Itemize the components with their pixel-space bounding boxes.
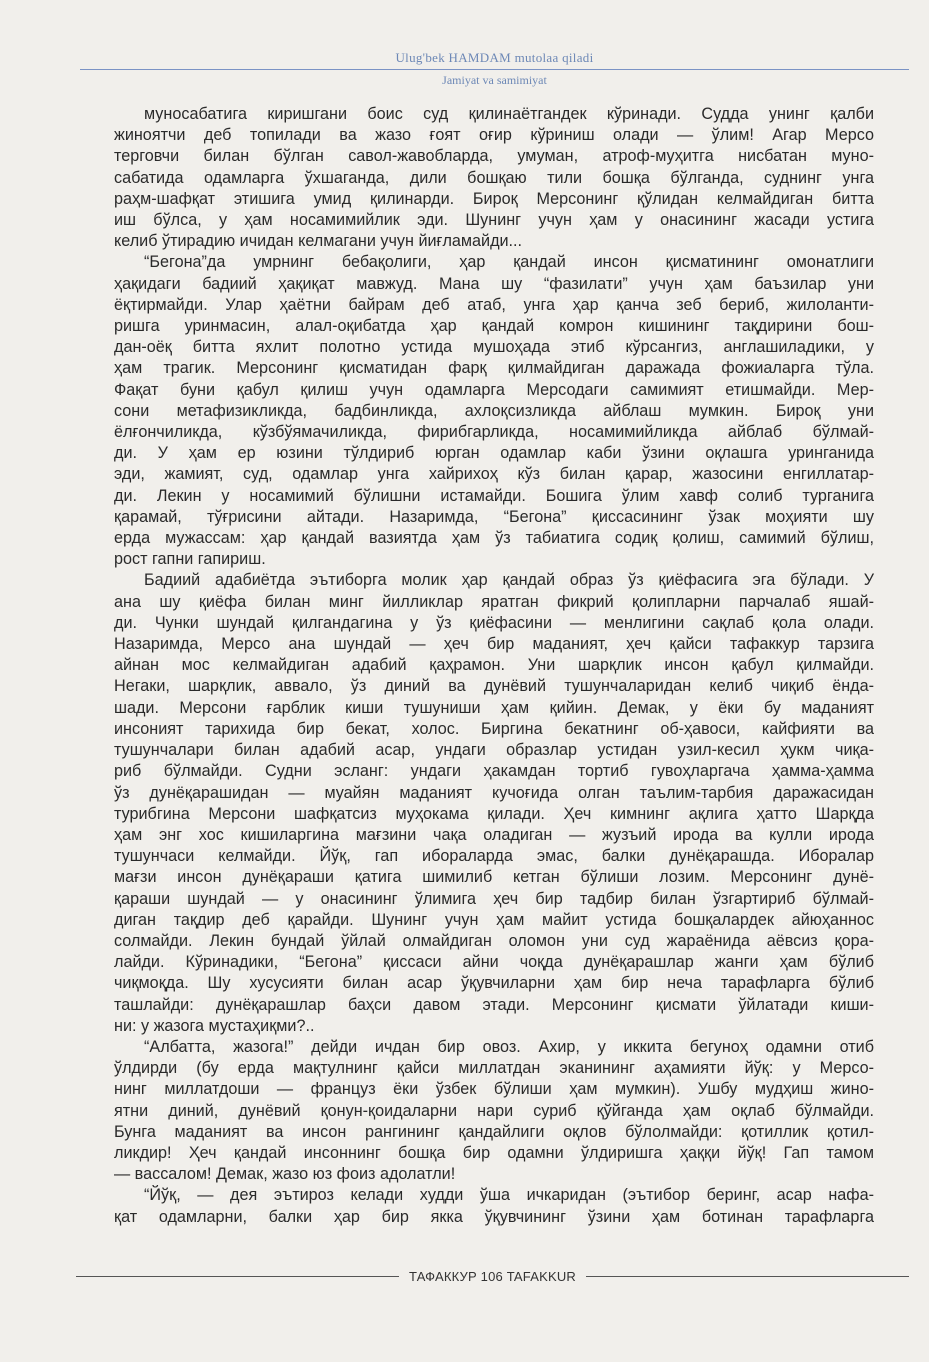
text-line: ҳам энг хос кишиларгина мағзини чақа оладиган — жузъий ирода ва кулли ирода [114, 825, 874, 844]
text-line: ўлдирди (бу ерда мақтулнинг қайси миллатдан эканининг аҳамияти йўқ: у Мерсо- [114, 1059, 874, 1078]
text-line: ришга уринмасин, алал-оқибатда ҳар қандай комрон кишининг тақдирини бош- [114, 317, 874, 336]
paragraph [114, 1185, 874, 1227]
text-line: риб бўлмайди. Судни эсланг: ундаги ҳакамдан тортиб гувоҳларгача ҳамма-ҳамма [114, 762, 874, 781]
text-line: келиб ўтирадию ичидан келмагани учун йиғламайди... [114, 232, 523, 251]
text-line: турибгина Мерсони шафқатсиз муҳокама қилади. Ҳеч кимнинг ақлига ҳатто Шарқда [114, 804, 874, 823]
text-line: ҳақидаги бадиий ҳақиқат мавжуд. Мана шу “фазилати” учун ҳам баъзилар уни [114, 274, 874, 293]
text-line: ликдир! Ҳеч қандай инсоннинг бошқа бир одамни ўлдиришга ҳаққи йўқ! Гап тамом [114, 1143, 874, 1162]
paragraph [114, 1037, 874, 1185]
text-line: чиқмоқда. Шу хусусияти билан асар ўқувчиларни ҳам бир неча тарафларга бўлиб [114, 974, 874, 993]
paragraph [114, 104, 874, 252]
text-line: рост гапни гапириш. [114, 550, 266, 569]
text-line: тушунчалари билан адабий асар, ундаги образлар устидан узил-кесил ҳукм чиқа- [114, 741, 874, 760]
footer-rule-right [586, 1276, 909, 1277]
text-line: “Бегона”да умрнинг бебақолиги, ҳар қандай инсон қисматининг омонатлиги [144, 253, 874, 272]
text-line: терговчи билан бўлган савол-жавобларда, умуман, атроф-муҳитга нисбатан муно- [114, 147, 874, 166]
text-line: сони метафизикликда, бадбинликда, ахлоқсизликда айблаш мумкин. Бироқ уни [114, 401, 874, 420]
text-line: Назаримда, Мерсо ана шундай — ҳеч бир маданият, ҳеч қайси тафаккур тарзига [114, 635, 874, 654]
text-line: раҳм-шафқат этишига умид қилинарди. Бироқ Мерсонинг қўлидан келмайдиган битта [114, 189, 874, 208]
text-line: тушунчаси келмайди. Йўқ, гап ибораларда эмас, балки дунёқарашда. Иборалар [114, 847, 874, 866]
text-line: шади. Мерсони ғарблик киши тушуниши ҳам қийин. Демак, у ёки бу маданият [114, 698, 874, 717]
paragraph [114, 252, 874, 570]
text-line: ёқтирмайди. Улар ҳаётни байрам деб атаб, унга ҳар қанча зеб бериб, жилоланти- [114, 295, 874, 314]
text-line: ҳам трагик. Мерсонинг қисматидан фарқ қилмайдиган даражада фожиаларга тўла. [114, 359, 874, 378]
text-line: лайди. Кўринадики, “Бегона” қиссаси айни чоқда дунёқарашлар жанги ҳам бўлиб [114, 953, 874, 972]
text-line: нинг миллатдоши — француз ёки ўзбек бўлиши ҳам мумкин). Ушбу мудҳиш жино- [114, 1080, 874, 1099]
text-line: “Йўқ, — дея эътироз келади худди ўша ичкаридан (эътибор беринг, асар нафа- [144, 1186, 874, 1205]
text-line: сабатида одамларга ўхшаганда, дили бошқаю тили бошқа бўлганда, суднинг унга [114, 168, 874, 187]
text-line: айнан мос келмайдиган адабий қаҳрамон. Уни шарқлик инсон қабул қилмайди. [114, 656, 874, 675]
running-head-section: Jamiyat va samimiyat [442, 73, 547, 87]
text-line: қат одамларни, балки ҳар бир якка ўқувчининг ўзини ҳам ботинан тарафларга [114, 1207, 874, 1226]
text-line: ўз дунёқарашидан — муайян маданият кучоғида олган таълим-тарбия даражасидан [114, 783, 874, 802]
article-body [114, 104, 874, 1228]
text-line: муносабатига киришгани боис суд қилинаётгандек кўринади. Судда унинг қалби [144, 105, 874, 123]
text-line: Фақат буни қабул қилиш учун одамларга Мерсодаги самимият етишмайди. Мер- [114, 380, 874, 399]
text-line: ди. Лекин у носамимий бўлишни истамайди. Бошига ўлим хавф солиб турганига [114, 486, 874, 505]
running-head [80, 50, 909, 88]
text-line: иш бўлса, у ҳам носамимийлик эди. Шунинг учун ҳам у онасининг жасади устига [114, 211, 874, 230]
text-line: ни: у жазога мустаҳиқми?.. [114, 1016, 315, 1035]
text-line: ерда мужассам: ҳар қандай вазиятда ҳам ўз табиатига содиқ қолиш, самимий бўлиш, [114, 529, 874, 548]
text-line: солмайди. Лекин бундай ўйлай олмайдиган оломон уни суд жараёнида аёвсиз қора- [114, 931, 874, 950]
text-line: Негаки, шарқлик, аввало, ўз диний ва дунёвий тушунчаларидан келиб чиқиб ёнда- [114, 677, 874, 696]
footer-rule-left [76, 1276, 399, 1277]
text-line: ташлайди: дунёқарашлар баҳси давом этади. Мерсонинг қисмати ўйлатади киши- [114, 995, 874, 1014]
text-line: ятни диний, дунёвий қонун-қоидаларни нари суриб қўйганда ҳам оқлаб бўлмайди. [114, 1101, 874, 1120]
text-line: жиноятчи деб топилади ва жазо ғоят оғир кўриниш олади — ўлим! Агар Мерсо [114, 126, 874, 145]
header-rule [80, 69, 909, 70]
text-line: ёлғончиликда, кўзбўямачиликда, фирибгарликда, носамимийликда айблаб бўлмай- [114, 423, 874, 442]
running-head-author: Ulug'bek HAMDAM mutolaa qiladi [395, 50, 594, 65]
text-line: ди. У ҳам ер юзини тўлдириб юрган одамлар каби ўзини оқлашга уринганида [114, 444, 874, 463]
footer-page-label: ТАФАККУР 106 TAFAKKUR [409, 1269, 577, 1284]
text-line: мағзи инсон дунёқараши қатига шимилиб кетган бўлиши лозим. Мерсонинг дунё- [114, 868, 874, 887]
paragraph [114, 570, 874, 1036]
text-line: эди, жамият, суд, одамлар унга хайрихоҳ кўз билан қарар, жазосини енгиллатар- [114, 465, 874, 484]
text-line: инсоният тарихида бир бекат, холос. Биргина бекатнинг об-ҳавоси, кайфияти ва [114, 719, 874, 738]
text-line: диган тақдир деб қарайди. Шунинг учун ҳам майит устида бошқалардек айюҳаннос [114, 910, 874, 929]
text-line: — вассалом! Демак, жазо юз фоиз адолатли! [114, 1165, 456, 1184]
text-line: қараши шундай — у онасининг ўлимига ҳеч бир тадбир билан ўзгартириб бўлмай- [114, 889, 874, 908]
text-line: Бунга маданият ва инсон рангининг қандайлиги оқлов бўлолмайди: қотиллик қотил- [114, 1122, 874, 1141]
text-line: Бадиий адабиётда эътиборга молик ҳар қандай образ ўз қиёфасига эга бўлади. У [144, 571, 874, 590]
text-line: ди. Чунки шундай қилгандагина у ўз қиёфасини — менлигини сақлаб қола олади. [114, 613, 874, 632]
text-line: қарамай, тўғрисини айтади. Назаримда, “Бегона” қиссасининг ўзак моҳияти шу [114, 507, 874, 526]
text-line: ана шу қиёфа билан минг йилликлар яратган фикрий қолипларни парчалаб яшай- [114, 592, 874, 611]
text-line: “Албатта, жазога!” дейди ичдан бир овоз. Ахир, у иккита бегуноҳ одамни отиб [144, 1037, 874, 1056]
text-line: дан-оёқ битта яхлит полотно устида мушоҳада этиб кўрсангиз, англашиладики, у [114, 338, 874, 357]
page-footer [76, 1269, 909, 1284]
